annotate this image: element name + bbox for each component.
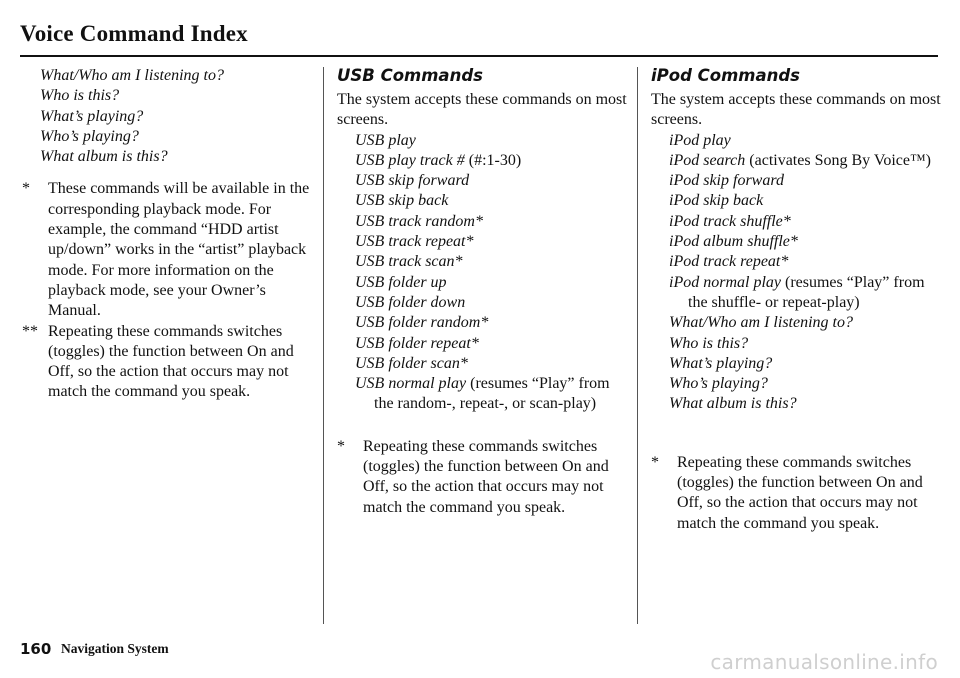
command-item: What/Who am I listening to? — [669, 314, 853, 332]
column-left — [22, 66, 317, 403]
command-item: Who’s playing? — [669, 375, 768, 393]
usb-heading: USB Commands — [337, 66, 483, 85]
ipod-heading: iPod Commands — [651, 66, 800, 85]
command-item: What’s playing? — [40, 107, 144, 125]
command-item: Who is this? — [40, 87, 120, 105]
command-item: iPod search (activates Song By Voice™) — [669, 151, 932, 169]
command-item: USB skip forward — [355, 172, 470, 190]
command-item: iPod skip forward — [669, 172, 784, 190]
command-item: Who is this? — [669, 334, 749, 352]
page-title: Voice Command Index — [20, 21, 248, 46]
ipod-command-list — [651, 131, 941, 415]
command-list-continued — [22, 66, 317, 167]
command-item: USB folder down — [355, 293, 466, 311]
title-rule — [20, 55, 938, 57]
usb-intro: The system accepts these commands on most screens. — [337, 91, 627, 129]
command-item: What/Who am I listening to? — [40, 67, 224, 84]
command-item: USB normal play (resumes “Play” from the random-, repeat-, or scan-play) — [355, 375, 610, 413]
command-item: USB folder repeat* — [355, 334, 479, 352]
command-item: USB play track # (#:1-30) — [355, 151, 522, 169]
command-item: USB play — [355, 131, 416, 149]
command-item: USB skip back — [355, 192, 449, 210]
watermark: carmanualsonline.info — [710, 650, 938, 674]
command-item: Who’s playing? — [40, 127, 139, 145]
command-item: iPod play — [669, 131, 731, 149]
column-ipod — [651, 66, 941, 534]
ipod-intro: The system accepts these commands on most screens. — [651, 91, 941, 129]
command-item: USB folder up — [355, 273, 447, 291]
command-item: USB track scan* — [355, 253, 463, 271]
command-item: iPod track shuffle* — [669, 212, 791, 230]
usb-command-list — [337, 131, 627, 415]
usb-footnote: * Repeating these commands switches (toggles) the function between On and Off, so the action that occurs may not match the command you speak. — [337, 437, 609, 516]
command-item: What album is this? — [669, 395, 797, 413]
command-item: What’s playing? — [669, 354, 773, 372]
command-item: USB folder random* — [355, 314, 489, 332]
column-usb — [337, 66, 627, 518]
command-item: iPod skip back — [669, 192, 764, 210]
command-item: iPod normal play (resumes “Play” from the shuffle- or repeat-play) — [669, 273, 925, 311]
command-item: iPod album shuffle* — [669, 233, 798, 251]
column-divider-1 — [323, 67, 324, 624]
section-name: Navigation System — [61, 641, 169, 656]
page-number: 160 — [20, 640, 52, 658]
command-item: USB track random* — [355, 212, 483, 230]
ipod-footnote: * Repeating these commands switches (toggles) the function between On and Off, so the action that occurs may not match the command you speak. — [651, 453, 923, 532]
command-item: USB folder scan* — [355, 354, 468, 372]
footnote-double-star: ** Repeating these commands switches (toggles) the function between On and Off, so the action that occurs may not match the command you speak. — [22, 322, 294, 401]
command-item: USB track repeat* — [355, 233, 474, 251]
command-item: What album is this? — [40, 148, 168, 166]
command-item: iPod track repeat* — [669, 253, 789, 271]
column-divider-2 — [637, 67, 638, 624]
footnote-single-star: * These commands will be available in the corresponding playback mode. For example, the command “HDD artist up/down” works in the “artist” playback mode. For more information on the playback mode, see your Owner’s Manual. — [22, 180, 310, 320]
